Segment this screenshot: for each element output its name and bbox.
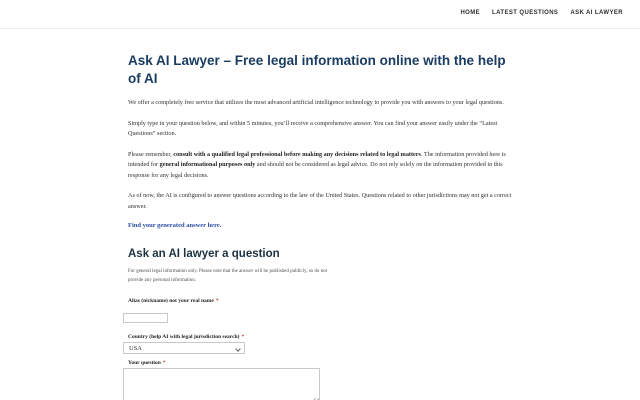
disclaimer-bold-informational: general informational purposes only (159, 161, 256, 168)
how-it-works-paragraph: Simply type in your question below, and within 5 minutes, you’ll receive a comprehensive answer. You can find your answer easily under the “Latest Questions” section. (128, 119, 498, 137)
jurisdiction-paragraph: As of now, the AI is configured to answer questions according to the law of the United States. Questions related to other jurisdictions may not get a correct answer. (128, 192, 512, 210)
chevron-down-icon (236, 347, 240, 351)
form-heading: Ask an AI lawyer a question (128, 248, 280, 260)
country-label (128, 334, 512, 340)
page-title: Ask AI Lawyer – Free legal information online with the help of AI (128, 53, 506, 86)
country-selected-value: USA (129, 344, 143, 352)
required-marker: * (215, 298, 219, 304)
disclaimer-bold-consult: consult with a qualified legal professional before making any decisions related to legal matters (173, 150, 421, 158)
alias-label (128, 298, 512, 304)
privacy-note: For general legal information only. Please note that the answer will be published publicly, so do not provide any personal information. (128, 269, 328, 283)
disclaimer-prefix: Please remember, (128, 150, 174, 158)
disclaimer-middle: . The information provided here is intended for (128, 150, 506, 168)
disclaimer-paragraph (128, 150, 512, 182)
question-form (128, 298, 512, 400)
site-header (0, 0, 640, 29)
country-select[interactable] (123, 342, 245, 354)
question-label (128, 360, 512, 366)
question-textarea[interactable] (123, 368, 320, 400)
intro-paragraph: We offer a completely free service that utilizes the most advanced artificial intelligence technology to provide you with answers to your legal questions. (128, 99, 504, 106)
nav-item-ask-ai-lawyer[interactable]: ASK AI LAWYER (570, 10, 623, 16)
nav-item-latest-questions[interactable]: LATEST QUESTIONS (492, 10, 559, 16)
alias-label-text: Alias (nickname) not your real name (128, 298, 214, 304)
generated-answer-link[interactable]: Find your generated answer here. (128, 222, 222, 229)
country-label-text: Country (help AI with legal jurisdiction search) (128, 334, 240, 340)
alias-field-row (123, 306, 512, 324)
question-field-row (123, 368, 320, 400)
alias-input[interactable] (123, 313, 168, 323)
main-nav (460, 10, 623, 16)
main-content (128, 29, 512, 400)
required-marker: * (162, 360, 166, 366)
country-field-row (123, 342, 512, 354)
required-marker: * (241, 334, 245, 340)
nav-item-home[interactable]: HOME (460, 10, 481, 16)
disclaimer-suffix: and should not be considered as legal advice. Do not rely solely on the information provided in this response for any legal decisions. (128, 161, 503, 179)
question-label-text: Your question (128, 360, 161, 366)
